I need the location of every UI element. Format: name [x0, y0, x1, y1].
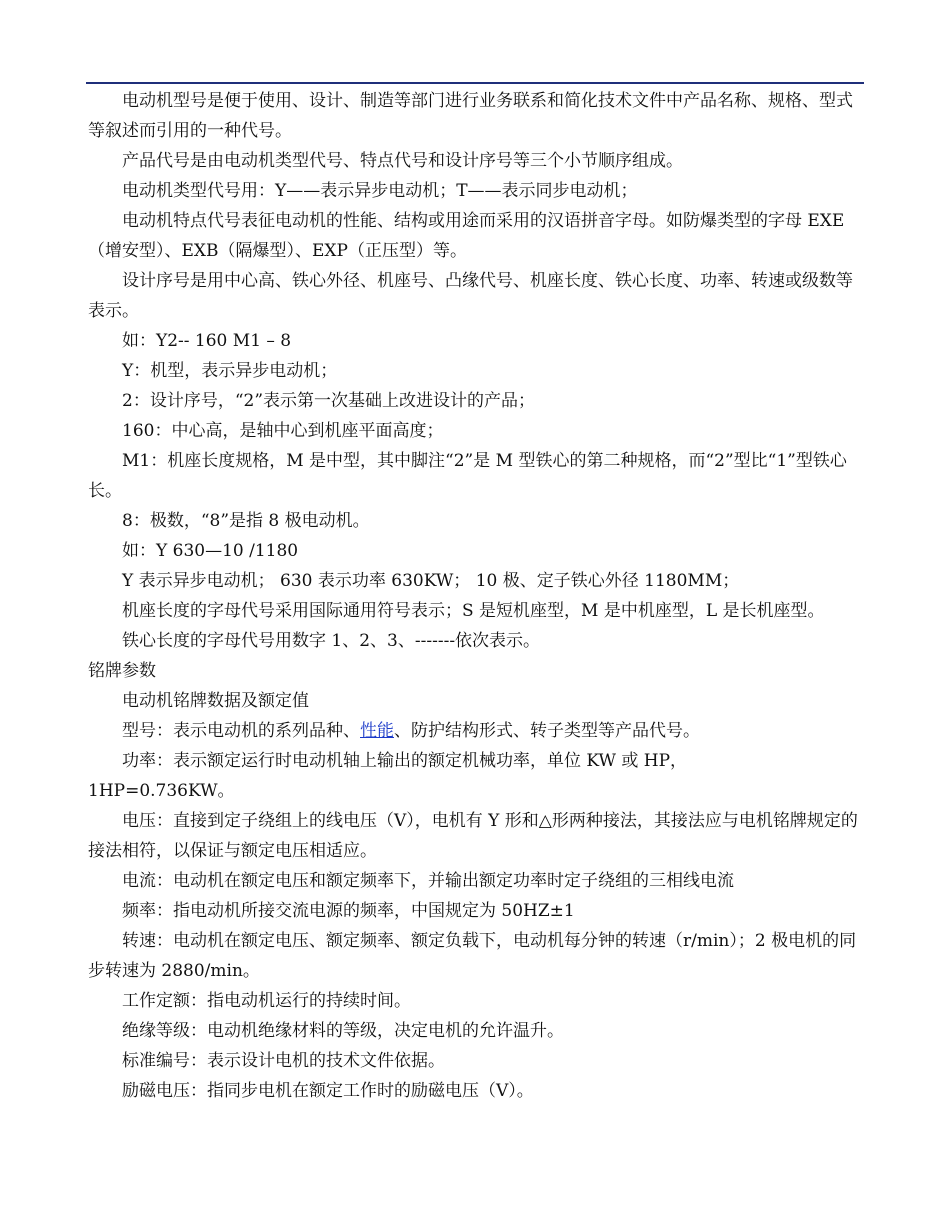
- performance-link[interactable]: 性能: [360, 721, 394, 741]
- item-duty: 工作定额：指电动机运行的持续时间。: [122, 991, 411, 1011]
- paragraph-product-code: 产品代号是由电动机类型代号、特点代号和设计序号等三个小节顺序组成。: [122, 151, 683, 171]
- paragraph-frame-length-code: 机座长度的字母代号采用国际通用符号表示；S 是短机座型，M 是中机座型，L 是长机座型。: [122, 601, 825, 621]
- example-1-item-8: 8：极数，“8”是指 8 极电动机。: [122, 511, 370, 531]
- example-1-item-2: 2：设计序号，“2”表示第一次基础上改进设计的产品；: [122, 391, 536, 411]
- example-2-title: 如：Y 630—10 /1180: [122, 541, 299, 561]
- paragraph-model-definition: 电动机型号是便于使用、设计、制造等部门进行业务联系和简化技术文件中产品名称、规格、型式等叙述而引用的一种代号。: [88, 91, 853, 141]
- section-title: 铭牌参数: [88, 661, 156, 681]
- item-model-suffix: 、防护结构形式、转子类型等产品代号。: [394, 721, 700, 741]
- paragraph-type-code: 电动机类型代号用：Y——表示异步电动机；T——表示同步电动机；: [122, 181, 638, 201]
- item-standard: 标准编号：表示设计电机的技术文件依据。: [122, 1051, 445, 1071]
- header-rule: [86, 82, 864, 84]
- item-model: [88, 716, 860, 746]
- subsection-title: 电动机铭牌数据及额定值: [122, 691, 309, 711]
- example-1-item-y: Y：机型，表示异步电动机；: [122, 361, 338, 381]
- item-voltage: 电压：直接到定子绕组上的线电压（V），电机有 Y 形和△形两种接法，其接法应与电机铭牌规定的接法相符，以保证与额定电压相适应。: [88, 811, 858, 861]
- example-1-title: 如：Y2-- 160 M1 – 8: [122, 331, 292, 351]
- item-power: 功率：表示额定运行时电动机轴上输出的额定机械功率，单位 KW 或 HP，: [122, 751, 688, 771]
- item-insulation: 绝缘等级：电动机绝缘材料的等级，决定电机的允许温升。: [122, 1021, 564, 1041]
- item-frequency: 频率：指电动机所接交流电源的频率，中国规定为 50HZ±1: [122, 901, 575, 921]
- item-excitation: 励磁电压：指同步电机在额定工作时的励磁电压（V）。: [122, 1081, 534, 1101]
- item-speed: 转速：电动机在额定电压、额定频率、额定负载下，电动机每分钟的转速（r/min）；2 极电机的同步转速为 2880/min。: [88, 931, 857, 981]
- example-2-description: Y 表示异步电动机； 630 表示功率 630KW； 10 极、定子铁心外径 1180MM；: [122, 571, 740, 591]
- paragraph-core-length-code: 铁心长度的字母代号用数字 1、2、3、-------依次表示。: [122, 631, 541, 651]
- item-power-continued: 1HP=0.736KW。: [88, 781, 235, 801]
- paragraph-feature-code: 电动机特点代号表征电动机的性能、结构或用途而采用的汉语拼音字母。如防爆类型的字母 EXE（增安型）、EXB（隔爆型）、EXP（正压型）等。: [88, 211, 845, 261]
- item-model-prefix: 型号：表示电动机的系列品种、: [122, 721, 360, 741]
- document-body: [88, 86, 860, 1106]
- example-1-item-160: 160：中心高，是轴中心到机座平面高度；: [122, 421, 444, 441]
- paragraph-design-serial: 设计序号是用中心高、铁心外径、机座号、凸缘代号、机座长度、铁心长度、功率、转速或级数等表示。: [88, 271, 853, 321]
- example-1-item-m1: M1：机座长度规格，M 是中型，其中脚注“2”是 M 型铁心的第二种规格，而“2”型比“1”型铁心长。: [88, 451, 847, 501]
- item-current: 电流：电动机在额定电压和额定频率下，并输出额定功率时定子绕组的三相线电流: [122, 871, 734, 891]
